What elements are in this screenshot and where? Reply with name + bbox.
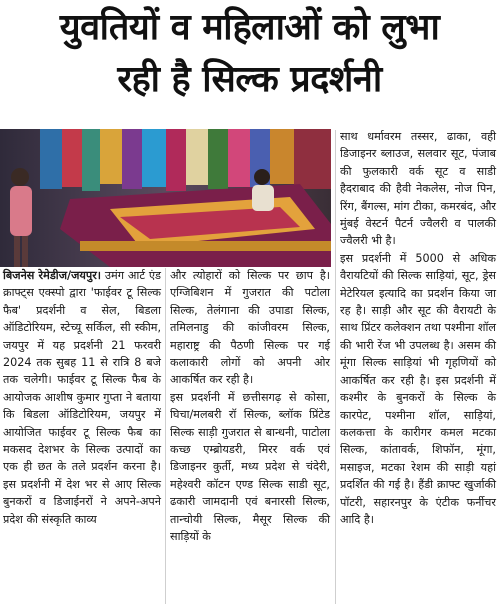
headline-line-2: रही है सिल्क प्रदर्शनी: [117, 59, 382, 100]
column-2-paragraph-2: इस प्रदर्शनी में छत्तीसगढ़ से कोसा, घिचा/मलबरी रॉ सिल्क, ब्लॉक प्रिंटेड सिल्क साड़ी गुजरात से बान्धनी, पाटोला कच्छ एम्ब्रोयडरी, मिरर वर्क एवं डिजाइनर कुर्ती, मध्य प्रदेश से चंदेरी, महेश्वरी कॉटन एण्ड सिल्क साडी सूट, ढकारी जामदानी एवं बनारसी सिल्क, तान्चोयी सिल्क, मैसूर सिल्क की साड़ियों के: [170, 390, 330, 544]
dateline: बिजनेस रेमेडीज/जयपुर।: [3, 269, 102, 282]
column-2-paragraph-1: और त्योहारों को सिल्क पर छाप है। एग्जिबिशन में गुजरात की पटोला सिल्क, तेलंगाना की उपाडा सिल्क, तमिलनाडु की कांजीवरम सिल्क, महाराष्ट्र की पैठणी सिल्क पर गई कलाकारी लोगों को अपनी ओर आकर्षित कर रही है।: [170, 269, 330, 387]
headline-line-1: युवतियों व महिलाओं को लुभा: [59, 7, 440, 48]
column-3-paragraph-1: साथ धर्मावरम तस्सर, ढाका, वही डिजाइनर ब्लाउज, सलवार सूट, पंजाब की फुलकारी वर्क सूट व साडी हैदराबाद की हैवी नेकलेस, नोज पिन, रिंग, बैंगल्स, मांग टीका, कमरबंद, और मुंबई वेस्टर्न पैटर्न ज्वैलरी व पालकी ज्वैलरी भी है।: [340, 130, 496, 248]
exhibition-photo-image: [0, 129, 331, 267]
article-headline: [0, 2, 499, 106]
exhibition-photo: [0, 129, 331, 267]
column-divider-1: [165, 268, 166, 604]
column-2: [170, 267, 330, 546]
column-1: [3, 267, 161, 528]
column-3: [340, 128, 496, 528]
column-divider-2: [335, 130, 336, 604]
column-1-text: उमंग आर्ट एंड क्राफ्ट्स एक्स्पो द्वारा 'फाईवर टू सिल्क फैब' प्रदर्शनी व सेल, बिडला ऑडिटोरियम, स्टेच्यू सर्किल, सी स्कीम, जयपुर में यह प्रदर्शनी 21 फरवरी 2024 तक सुबह 11 से रात्रि 8 बजे तक चलेगी। फाईवर टू सिल्क फैब के आयोजक आशीष कुमार गुप्ता ने बताया कि बिडला ऑडिटोरियम, जयपुर में आयोजित फाईवर टू सिल्क फैब का मकसद देशभर के सिल्क उत्पादों का एक ही छत के तले प्रदर्शन करना है। इस प्रदर्शनी में देश भर से आए सिल्क बुनकरों व डिजाईनरों ने अपने-अपने प्रदेश की संस्कृति काव्य: [3, 269, 161, 526]
column-3-paragraph-2: इस प्रदर्शनी में 5000 से अधिक वैरायटियों की सिल्क साड़ियां, सूट, ड्रेस मेटेरियल इत्यादि का प्रदर्शन किया जा रह है। साड़ी और सूट की वैरायटी के साथ प्रिंटर कलेक्शन तथा पश्मीना शॉल की भारी रेंज भी उपलब्ध है। असम की मूंगा सिल्क साड़ियां भी गृहणियों को आकर्षित कर रही है। इस प्रदर्शनी में कश्मीर के बुनकरों के सिल्क के कारपेट, पश्मीना शॉल, साड़ियां, कलकत्ता के कारीगर कमल मटका सिल्क, कांतावर्क, शिफॉन, मूंगा, मसाइज, मटका रेशम की साड़ी यहां प्रदर्शित की गई है। हैंडी क्राफ्ट खुर्जाकी पॉटरी, सहारनपुर के एंटीक फर्नीचर आदि है।: [340, 251, 496, 526]
